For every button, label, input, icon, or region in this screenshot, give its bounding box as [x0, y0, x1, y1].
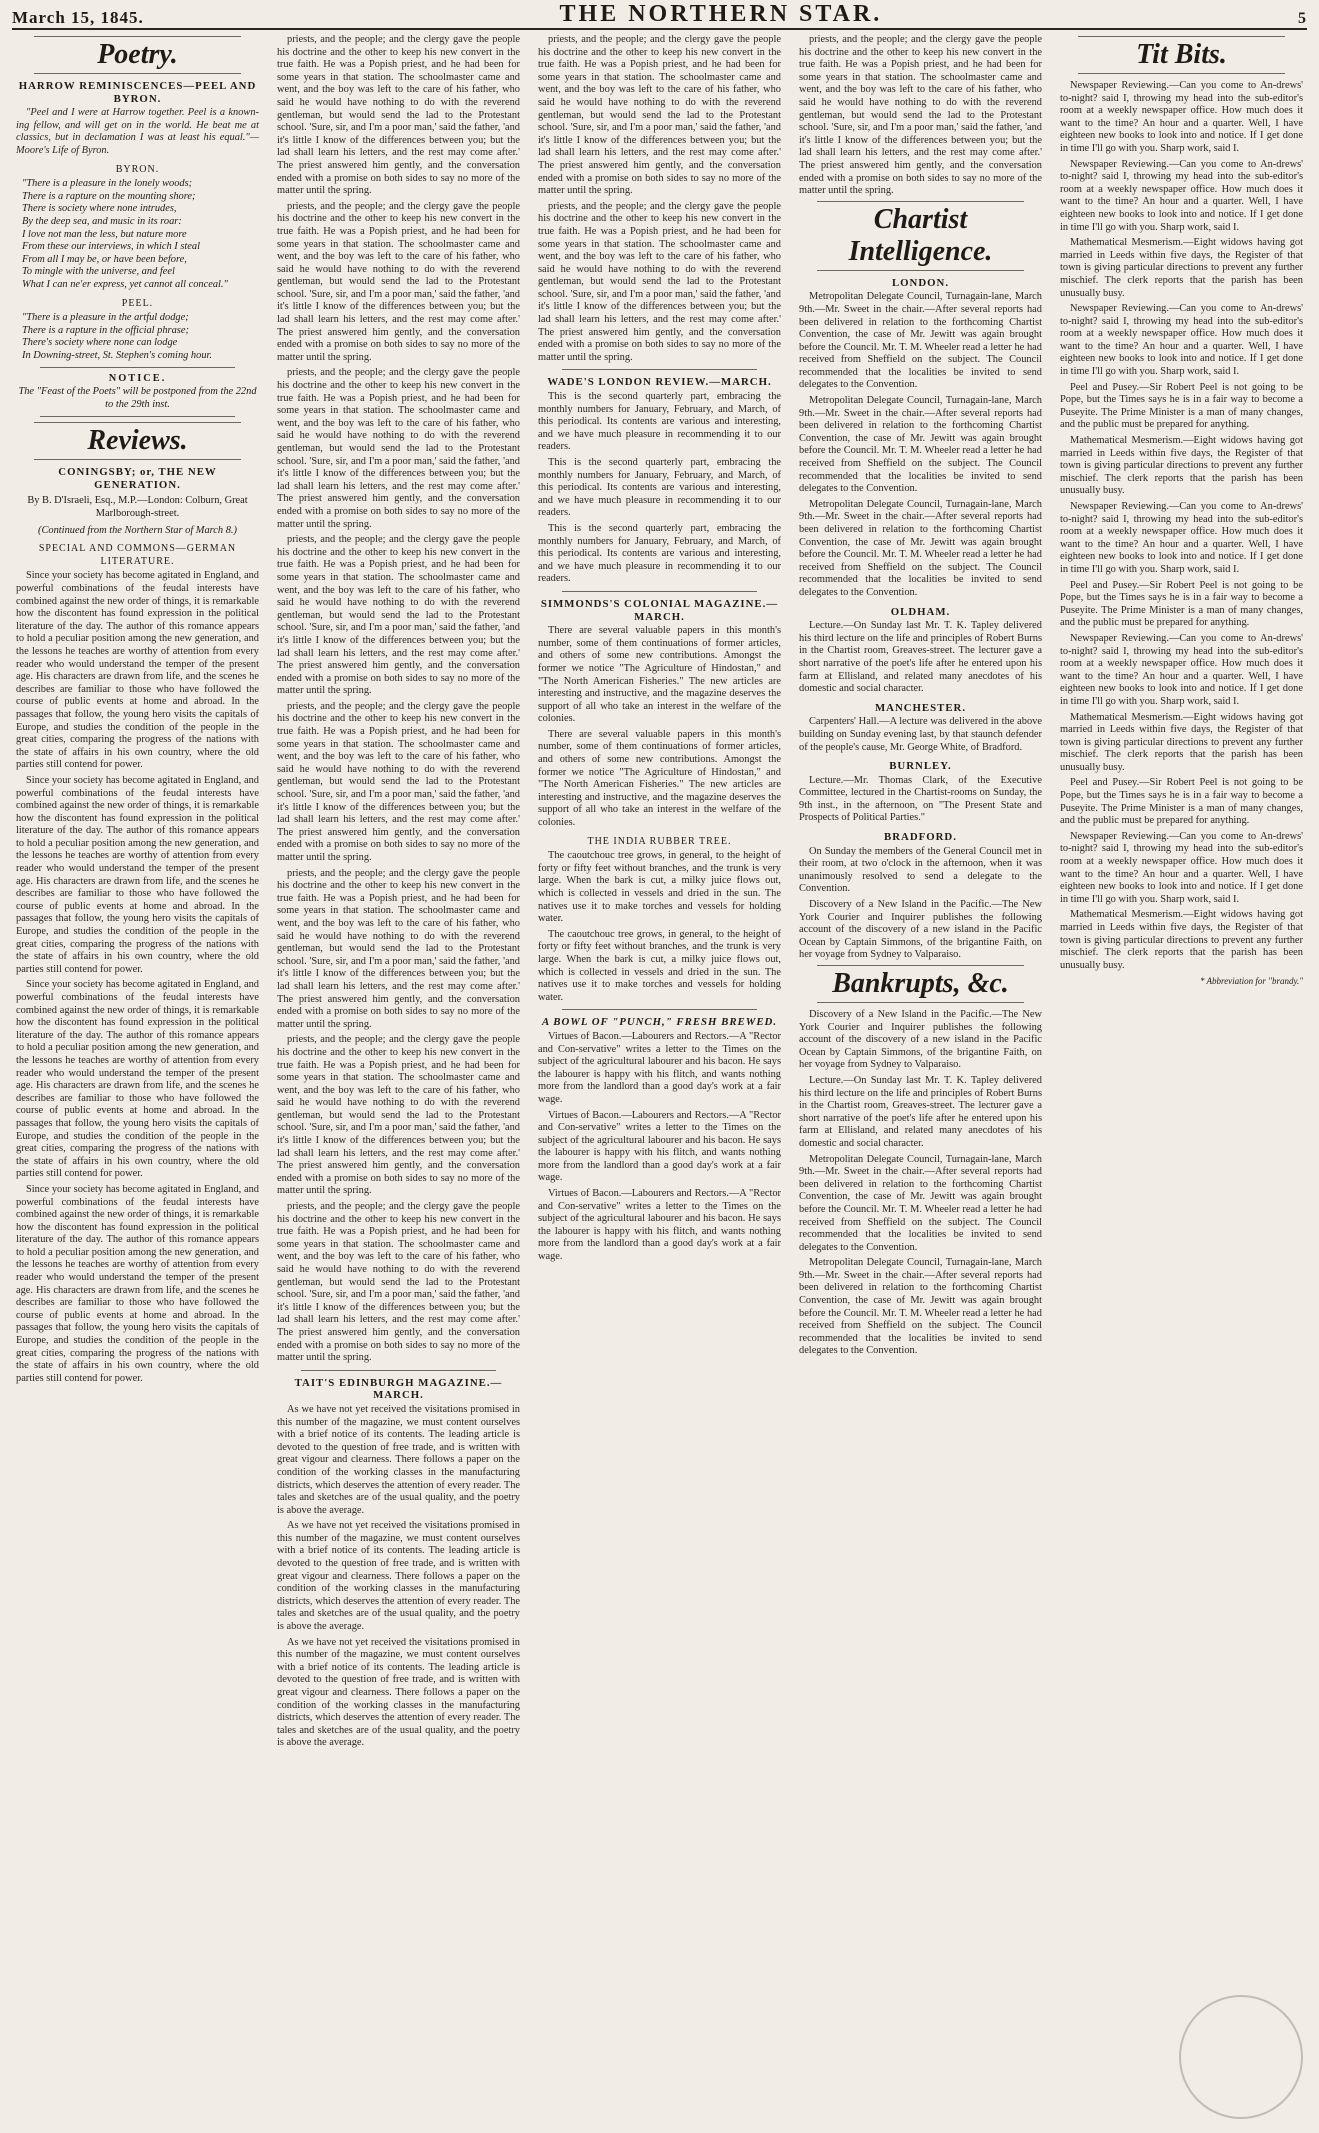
columns [12, 34, 1307, 2125]
column-4 [795, 34, 1046, 2125]
punch-body: Virtues of Bacon.—Labourers and Rectors.—A "Rector and Con-servative" writes a letter to the Times on the subject of the agricultural labourer and his bacon. He says the labourer is happy with his flitch, and wants nothing more from the landlord than a good day's work at a fair wage. [538, 1030, 781, 1105]
magazine-body: As we have not yet received the visitations promised in this number of the magazine, we must content ourselves with a brief notice of its contents. The leading article is devoted to the question of free trade, and is written with great vigour and clearness. There follows a paper on the condition of the working classes in the manufacturing districts, which deserves the attention of every reader. The tales and sketches are of the usual quality, and the poetry is above the average. [277, 1403, 520, 1516]
london-title: LONDON. [891, 276, 950, 289]
dialogue-body: priests, and the people; and the clergy gave the people his doctrine and the other to keep his new convert in the true faith. He was a Popish priest, and he had been for some years in that station. The schoolmaster came and went, and the boy was left to the care of his father, who said he would have nothing to do with the reverend gentleman, but would send the lad to the Protestant school. 'Sure, sir, and I'm a poor man,' said the father, 'and it's little I know of the differences between you; but the lad shall learn his letters, and the rest may come after.' The priest answered him gently, and the conversation ended with a promise on both sides to say no more of the matter until the spring. [277, 367, 520, 530]
london-body: Metropolitan Delegate Council, Turnagain-lane, March 9th.—Mr. Sweet in the chair.—After several reports had been delivered in relation to the forthcoming Chartist Convention, the case of Mr. Jewitt was again brought before the Council. Mr. T. M. Wheeler read a letter he had received from Sheffield on the subject. The Council recommended that the localities be invited to send delegates to the Convention. [799, 395, 1042, 495]
manchester-title: MANCHESTER. [874, 701, 967, 714]
byron-verse [16, 178, 259, 291]
wade-title: WADE'S LONDON REVIEW.—MARCH. [547, 376, 772, 389]
punch-body: Virtues of Bacon.—Labourers and Rectors.—A "Rector and Con-servative" writes a letter to the Times on the subject of the agricultural labourer and his bacon. He says the labourer is happy with his flitch, and wants nothing more from the landlord than a good day's work at a fair wage. [538, 1188, 781, 1263]
footnote: * Abbreviation for "brandy." [1199, 976, 1303, 987]
dialogue-body: priests, and the people; and the clergy gave the people his doctrine and the other to keep his new convert in the true faith. He was a Popish priest, and he had been for some years in that station. The schoolmaster came and went, and the boy was left to the care of his father, who said he would have nothing to do with the reverend gentleman, but would send the lad to the Protestant school. 'Sure, sir, and I'm a poor man,' said the father, 'and it's little I know of the differences between you; but the lad shall learn his letters, and the rest may come after.' The priest answered him gently, and the conversation ended with a promise on both sides to say no more of the matter until the spring. [277, 867, 520, 1030]
notice-text: The "Feast of the Poets" will be postponed from the 22nd to the 29th inst. [18, 386, 257, 410]
dialogue-body: priests, and the people; and the clergy gave the people his doctrine and the other to keep his new convert in the true faith. He was a Popish priest, and he had been for some years in that station. The schoolmaster came and went, and the boy was left to the care of his father, who said he would have nothing to do with the reverend gentleman, but would send the lad to the Protestant school. 'Sure, sir, and I'm a poor man,' said the father, 'and it's little I know of the differences between you; but the lad shall learn his letters, and the rest may come after.' The priest answered him gently, and the conversation ended with a promise on both sides to say no more of the matter until the spring. [277, 534, 520, 697]
review-byline: By B. D'Israeli, Esq., M.P.—London: Colburn, Great Marlborough-street. [27, 495, 248, 520]
dialogue-body: priests, and the people; and the clergy gave the people his doctrine and the other to keep his new convert in the true faith. He was a Popish priest, and he had been for some years in that station. The schoolmaster came and went, and the boy was left to the care of his father, who said he would have nothing to do with the reverend gentleman, but would send the lad to the Protestant school. 'Sure, sir, and I'm a poor man,' said the father, 'and it's little I know of the differences between you; but the lad shall learn his letters, and the rest may come after.' The priest answered him gently, and the conversation ended with a promise on both sides to say no more of the matter until the spring. [277, 1201, 520, 1364]
magazine-body: As we have not yet received the visitations promised in this number of the magazine, we must content ourselves with a brief notice of its contents. The leading article is devoted to the question of free trade, and is written with great vigour and clearness. There follows a paper on the condition of the working classes in the manufacturing districts, which deserves the attention of every reader. The tales and sketches are of the usual quality, and the poetry is above the average. [277, 1520, 520, 1633]
divider [562, 369, 757, 370]
oldham-title: OLDHAM. [890, 605, 951, 618]
peel-verse [16, 312, 259, 362]
peel-bits-body: Peel and Pusey.—Sir Robert Peel is not going to be Pope, but the Times says he is in a fair way to become a Puseyite. The Prime Minister is a man of many changes, and the public must be prepared for anything. [1060, 579, 1303, 629]
dialogue-body: priests, and the people; and the clergy gave the people his doctrine and the other to keep his new convert in the true faith. He was a Popish priest, and he had been for some years in that station. The schoolmaster came and went, and the boy was left to the care of his father, who said he would have nothing to do with the reverend gentleman, but would send the lad to the Protestant school. 'Sure, sir, and I'm a poor man,' said the father, 'and it's little I know of the differences between you; but the lad shall learn his letters, and the rest may come after.' The priest answered him gently, and the conversation ended with a promise on both sides to say no more of the matter until the spring. [538, 200, 781, 363]
review-subheading: SPECIAL AND COMMONS—GERMAN LITERATURE. [38, 543, 237, 567]
section-heading-tit-bits: Tit Bits. [1060, 36, 1303, 74]
verse-line: There is society where none intrudes, [22, 203, 177, 215]
notice [16, 373, 259, 411]
verse-line: "There is a pleasure in the artful dodge; [22, 312, 189, 324]
section-heading-bankrupts: Bankrupts, &c. [799, 965, 1042, 1003]
poem-title: HARROW REMINISCENCES—PEEL AND BYRON. [18, 80, 257, 105]
oldham-body: Lecture.—On Sunday last Mr. T. K. Tapley delivered his third lecture on the life and principles of Robert Burns in the Chartist room, Greaves-street. The lecturer gave a short narrative of the poet's life after he entered upon his farm at Ellisland, and related many anecdotes of his domestic and social character. [799, 1074, 1042, 1149]
mesmerism-body: Mathematical Mesmerism.—Eight widows having got married in Leeds within five days, the Register of that town is giving particular directions to prevent any further mischief. The clerk reports that the parish has been unusually busy. [1060, 909, 1303, 971]
peel-label: PEEL. [121, 297, 154, 309]
column-2 [273, 34, 524, 2125]
divider [40, 367, 235, 368]
review-body: Since your society has become agitated in England, and powerful combinations of the feudal interests have combined against the new order of things, it is remarkable how the discontent has found expression in the political literature of the day. The author of this romance appears to hold a peculiar position among the new generation, and the lessons he teaches are worthy of attention from every reader who would understand the temper of the present age. His characters are drawn from life, and the scenes he describes are familiar to those who have followed the course of public events at home and abroad. In the passages that follow, the young hero visits the capitals of Europe, and studies the condition of the people in the great cities, comparing the progress of the nations with the state of affairs in his own country, where the old parties still contend for power. [16, 774, 259, 975]
column-5 [1056, 34, 1307, 2125]
library-stamp [1179, 1995, 1303, 2119]
verse-body: The caoutchouc tree grows, in general, to the height of forty or fifty feet without branches, and the trunk is very large. When the bark is cut, a milky juice flows out, which is collected in vessels and dried in the sun. The natives use it to make torches and vessels for holding water. [538, 850, 781, 925]
review-body: Since your society has become agitated in England, and powerful combinations of the feudal interests have combined against the new order of things, it is remarkable how the discontent has found expression in the political literature of the day. The author of this romance appears to hold a peculiar position among the new generation, and the lessons he teaches are worthy of attention from every reader who would understand the temper of the present age. His characters are drawn from life, and the scenes he describes are familiar to those who have followed the course of public events at home and abroad. In the passages that follow, the young hero visits the capitals of Europe, and studies the condition of the people in the great cities, comparing the progress of the nations with the state of affairs in his own country, where the old parties still contend for power. [16, 979, 259, 1180]
dialogue-body: priests, and the people; and the clergy gave the people his doctrine and the other to keep his new convert in the true faith. He was a Popish priest, and he had been for some years in that station. The schoolmaster came and went, and the boy was left to the care of his father, who said he would have nothing to do with the reverend gentleman, but would send the lad to the Protestant school. 'Sure, sir, and I'm a poor man,' said the father, 'and it's little I know of the differences between you; but the lad shall learn his letters, and the rest may come after.' The priest answered him gently, and the conversation ended with a promise on both sides to say no more of the matter until the spring. [277, 200, 520, 363]
mesmerism-body: Mathematical Mesmerism.—Eight widows having got married in Leeds within five days, the Register of that town is giving particular directions to prevent any further mischief. The clerk reports that the parish has been unusually busy. [1060, 237, 1303, 299]
tit-bits-body: Newspaper Reviewing.—Can you come to An-drews' to-night? said I, throwing my head into the sub-editor's room at a weekly newspaper office. How much does it want to the time? An hour and a quarter. Well, I have eighteen new books to look into and notice. If I get done in time I'll go with you. Sharp work, said I. [1060, 830, 1303, 905]
colonial-body: There are several valuable papers in this month's number, some of them continuations of former articles, and others of some new contributions. Amongst the former we notice "The Agriculture of Hindostan," and "The North American Fisheries." The new articles are interesting and instructive, and the magazine deserves the support of all who take an interest in the welfare of the colonies. [538, 728, 781, 829]
newspaper-title: THE NORTHERN STAR. [559, 1, 883, 27]
punch-title: A BOWL OF "PUNCH," FRESH BREWED. [541, 1016, 778, 1029]
verse-line: There's society where none can lodge [22, 337, 178, 349]
divider [301, 1370, 496, 1371]
manchester-body: Carpenters' Hall.—A lecture was delivered in the above building on Sunday evening last, by that staunch defender of the people's cause, Mr. George White, of Bradford. [799, 716, 1042, 753]
bradford-title: BRADFORD. [884, 831, 957, 844]
wade-body: This is the second quarterly part, embracing the monthly numbers for January, February, and March, of this periodical. Its contents are various and interesting, and we have much pleasure in recommending it to our readers. [538, 522, 781, 585]
issue-date: March 15, 1845. [12, 8, 144, 27]
tit-bits-body: Newspaper Reviewing.—Can you come to An-drews' to-night? said I, throwing my head into the sub-editor's room at a weekly newspaper office. How much does it want to the time? An hour and a quarter. Well, I have eighteen new books to look into and notice. If I get done in time I'll go with you. Sharp work, said I. [1060, 501, 1303, 575]
magazine-title: TAIT'S EDINBURGH MAGAZINE.—MARCH. [294, 1376, 503, 1402]
divider [562, 591, 757, 592]
burnley-body: Lecture.—Mr. Thomas Clark, of the Executive Committee, lectured in the Chartist-rooms on Sunday, the 9th inst., in the afternoon, on "The Present State and Prospects of Political Parties." [799, 774, 1042, 824]
dialogue-body: priests, and the people; and the clergy gave the people his doctrine and the other to keep his new convert in the true faith. He was a Popish priest, and he had been for some years in that station. The schoolmaster came and went, and the boy was left to the care of his father, who said he would have nothing to do with the reverend gentleman, but would send the lad to the Protestant school. 'Sure, sir, and I'm a poor man,' said the father, 'and it's little I know of the differences between you; but the lad shall learn his letters, and the rest may come after.' The priest answered him gently, and the conversation ended with a promise on both sides to say no more of the matter until the spring. [277, 700, 520, 863]
verse-line: What I can ne'er express, yet cannot all conceal." [22, 278, 228, 290]
mesmerism-body: Mathematical Mesmerism.—Eight widows having got married in Leeds within five days, the Register of that town is giving particular directions to prevent any further mischief. The clerk reports that the parish has been unusually busy. [1060, 711, 1303, 773]
tit-bits-body: Newspaper Reviewing.—Can you come to An-drews' to-night? said I, throwing my head into the sub-editor's room at a weekly newspaper office. How much does it want to the time? An hour and a quarter. Well, I have eighteen new books to look into and notice. If I get done in time I'll go with you. Sharp work, said I. [1060, 158, 1303, 233]
review-title: CONINGSBY; or, THE NEW GENERATION. [58, 466, 217, 491]
london-body: Metropolitan Delegate Council, Turnagain-lane, March 9th.—Mr. Sweet in the chair.—After several reports had been delivered in relation to the forthcoming Chartist Convention, the case of Mr. Jewitt was again brought before the Council. Mr. T. M. Wheeler read a letter he had received from Sheffield on the subject. The Council recommended that the localities be invited to send delegates to the Convention. [799, 1153, 1042, 1253]
dialogue-body: priests, and the people; and the clergy gave the people his doctrine and the other to keep his new convert in the true faith. He was a Popish priest, and he had been for some years in that station. The schoolmaster came and went, and the boy was left to the care of his father, who said he would have nothing to do with the reverend gentleman, but would send the lad to the Protestant school. 'Sure, sir, and I'm a poor man,' said the father, 'and it's little I know of the differences between you; but the lad shall learn his letters, and the rest may come after.' The priest answered him gently, and the conversation ended with a promise on both sides to say no more of the matter until the spring. [277, 34, 520, 197]
verse-body: The caoutchouc tree grows, in general, to the height of forty or fifty feet without branches, and the trunk is very large. When the bark is cut, a milky juice flows out, which is collected in vessels and dried in the sun. The natives use it to make torches and vessels for holding water. [538, 928, 781, 1003]
verse-line: In Downing-street, St. Stephen's coming hour. [22, 349, 213, 361]
london-body: Metropolitan Delegate Council, Turnagain-lane, March 9th.—Mr. Sweet in the chair.—After several reports had been delivered in relation to the forthcoming Chartist Convention, the case of Mr. Jewitt was again brought before the Council. Mr. T. M. Wheeler read a letter he had received from Sheffield on the subject. The Council recommended that the localities be invited to send delegates to the Convention. [799, 1257, 1042, 1357]
section-heading-reviews: Reviews. [16, 422, 259, 460]
verse-line: From all I may be, or have been before, [22, 253, 187, 265]
verse-line: I love not man the less, but nature more [22, 228, 187, 240]
divider [40, 416, 235, 417]
discovery-body: Discovery of a New Island in the Pacific.—The New York Courier and Inquirer publishes the following account of the discovery of a new island in the Pacific Ocean by Captain Simmons, of the brigantine Faith, on her voyage from Sydney to Valparaiso. [799, 1009, 1042, 1071]
punch-body: Virtues of Bacon.—Labourers and Rectors.—A "Rector and Con-servative" writes a letter to the Times on the subject of the agricultural labourer and his bacon. He says the labourer is happy with his flitch, and wants nothing more from the landlord than a good day's work at a fair wage. [538, 1109, 781, 1184]
colonial-body: There are several valuable papers in this month's number, some of them continuations of former articles, and others of some new contributions. Amongst the former we notice "The Agriculture of Hindostan," and "The North American Fisheries." The new articles are interesting and instructive, and the magazine deserves the support of all who take an interest in the welfare of the colonies. [538, 625, 781, 725]
wade-body: This is the second quarterly part, embracing the monthly numbers for January, February, and March, of this periodical. Its contents are various and interesting, and we have much pleasure in recommending it to our readers. [538, 457, 781, 519]
magazine-body: As we have not yet received the visitations promised in this number of the magazine, we must content ourselves with a brief notice of its contents. The leading article is devoted to the question of free trade, and is written with great vigour and clearness. There follows a paper on the condition of the working classes in the manufacturing districts, which deserves the attention of every reader. The tales and sketches are of the usual quality, and the poetry is above the average. [277, 1636, 520, 1749]
verse-line: To mingle with the universe, and feel [22, 266, 175, 278]
section-heading-poetry: Poetry. [16, 36, 259, 74]
page-number: 5 [1298, 10, 1307, 27]
discovery-body: Discovery of a New Island in the Pacific.—The New York Courier and Inquirer publishes the following account of the discovery of a new island in the Pacific Ocean by Captain Simmons, of the brigantine Faith, on her voyage from Sydney to Valparaiso. [799, 899, 1042, 961]
notice-heading: NOTICE. [108, 373, 167, 385]
verse-title: THE INDIA RUBBER TREE. [587, 835, 732, 847]
peel-bits-body: Peel and Pusey.—Sir Robert Peel is not going to be Pope, but the Times says he is in a fair way to become a Puseyite. The Prime Minister is a man of many changes, and the public must be prepared for anything. [1060, 381, 1303, 431]
poem-epigraph: "Peel and I were at Harrow together. Peel is a known-ing fellow, and will get on in the world. He beat me at classics, but in declamation I was at least his equal."— Moore's Life of Byron. [16, 107, 259, 156]
london-body: Metropolitan Delegate Council, Turnagain-lane, March 9th.—Mr. Sweet in the chair.—After several reports had been delivered in relation to the forthcoming Chartist Convention, the case of Mr. Jewitt was again brought before the Council. Mr. T. M. Wheeler read a letter he had received from Sheffield on the subject. The Council recommended that the localities be invited to send delegates to the Convention. [799, 291, 1042, 391]
section-heading-chartist: Chartist Intelligence. [799, 201, 1042, 271]
verse-line: From these our interviews, in which I steal [22, 241, 200, 253]
tit-bits-body: Newspaper Reviewing.—Can you come to An-drews' to-night? said I, throwing my head into the sub-editor's room at a weekly newspaper office. How much does it want to the time? An hour and a quarter. Well, I have eighteen new books to look into and notice. If I get done in time I'll go with you. Sharp work, said I. [1060, 303, 1303, 378]
london-body: Metropolitan Delegate Council, Turnagain-lane, March 9th.—Mr. Sweet in the chair.—After several reports had been delivered in relation to the forthcoming Chartist Convention, the case of Mr. Jewitt was again brought before the Council. Mr. T. M. Wheeler read a letter he had received from Sheffield on the subject. The Council recommended that the localities be invited to send delegates to the Convention. [799, 498, 1042, 598]
burnley-title: BURNLEY. [889, 760, 952, 773]
review-body: Since your society has become agitated in England, and powerful combinations of the feudal interests have combined against the new order of things, it is remarkable how the discontent has found expression in the political literature of the day. The author of this romance appears to hold a peculiar position among the new generation, and the lessons he teaches are worthy of attention from every reader who would understand the temper of the present age. His characters are drawn from life, and the scenes he describes are familiar to those who have followed the course of public events at home and abroad. In the passages that follow, the young hero visits the capitals of Europe, and studies the condition of the people in the great cities, comparing the progress of the nations with the state of affairs in his own country, where the old parties still contend for power. [16, 1183, 259, 1384]
masthead [12, 1, 1307, 30]
divider [562, 1009, 757, 1010]
verse-line: "There is a pleasure in the lonely woods; [22, 178, 193, 190]
byron-label: BYRON. [115, 163, 160, 175]
tit-bits-body: Newspaper Reviewing.—Can you come to An-drews' to-night? said I, throwing my head into the sub-editor's room at a weekly newspaper office. How much does it want to the time? An hour and a quarter. Well, I have eighteen new books to look into and notice. If I get done in time I'll go with you. Sharp work, said I. [1060, 632, 1303, 707]
dialogue-body: priests, and the people; and the clergy gave the people his doctrine and the other to keep his new convert in the true faith. He was a Popish priest, and he had been for some years in that station. The schoolmaster came and went, and the boy was left to the care of his father, who said he would have nothing to do with the reverend gentleman, but would send the lad to the Protestant school. 'Sure, sir, and I'm a poor man,' said the father, 'and it's little I know of the differences between you; but the lad shall learn his letters, and the rest may come after.' The priest answered him gently, and the conversation ended with a promise on both sides to say no more of the matter until the spring. [277, 1034, 520, 1197]
mesmerism-body: Mathematical Mesmerism.—Eight widows having got married in Leeds within five days, the Register of that town is giving particular directions to prevent any further mischief. The clerk reports that the parish has been unusually busy. [1060, 435, 1303, 497]
verse-line: By the deep sea, and music in its roar: [22, 215, 182, 227]
tit-bits-body: Newspaper Reviewing.—Can you come to An-drews' to-night? said I, throwing my head into the sub-editor's room at a weekly newspaper office. How much does it want to the time? An hour and a quarter. Well, I have eighteen new books to look into and notice. If I get done in time I'll go with you. Sharp work, said I. [1060, 80, 1303, 154]
oldham-body: Lecture.—On Sunday last Mr. T. K. Tapley delivered his third lecture on the life and principles of Robert Burns in the Chartist room, Greaves-street. The lecturer gave a short narrative of the poet's life after he entered upon his farm at Ellisland, and related many anecdotes of his domestic and social character. [799, 620, 1042, 695]
wade-body: This is the second quarterly part, embracing the monthly numbers for January, February, and March, of this periodical. Its contents are various and interesting, and we have much pleasure in recommending it to our readers. [538, 391, 781, 453]
peel-bits-body: Peel and Pusey.—Sir Robert Peel is not going to be Pope, but the Times says he is in a fair way to become a Puseyite. The Prime Minister is a man of many changes, and the public must be prepared for anything. [1060, 777, 1303, 827]
dialogue-body: priests, and the people; and the clergy gave the people his doctrine and the other to keep his new convert in the true faith. He was a Popish priest, and he had been for some years in that station. The schoolmaster came and went, and the boy was left to the care of his father, who said he would have nothing to do with the reverend gentleman, but would send the lad to the Protestant school. 'Sure, sir, and I'm a poor man,' said the father, 'and it's little I know of the differences between you; but the lad shall learn his letters, and the rest may come after.' The priest answered him gently, and the conversation ended with a promise on both sides to say no more of the matter until the spring. [799, 34, 1042, 197]
bradford-body: On Sunday the members of the General Council met in their room, at two o'clock in the afternoon, when it was unanimously resolved to send a delegate to the Convention. [799, 845, 1042, 895]
column-3 [534, 34, 785, 2125]
dialogue-body: priests, and the people; and the clergy gave the people his doctrine and the other to keep his new convert in the true faith. He was a Popish priest, and he had been for some years in that station. The schoolmaster came and went, and the boy was left to the care of his father, who said he would have nothing to do with the reverend gentleman, but would send the lad to the Protestant school. 'Sure, sir, and I'm a poor man,' said the father, 'and it's little I know of the differences between you; but the lad shall learn his letters, and the rest may come after.' The priest answered him gently, and the conversation ended with a promise on both sides to say no more of the matter until the spring. [538, 34, 781, 197]
review-note: (Continued from the Northern Star of March 8.) [38, 524, 237, 536]
verse-line: There is a rapture on the mounting shore; [22, 190, 196, 202]
column-1 [12, 34, 263, 2125]
colonial-title: SIMMONDS'S COLONIAL MAGAZINE.—MARCH. [540, 597, 779, 623]
review-body: Since your society has become agitated in England, and powerful combinations of the feudal interests have combined against the new order of things, it is remarkable how the discontent has found expression in the political literature of the day. The author of this romance appears to hold a peculiar position among the new generation, and the lessons he teaches are worthy of attention from every reader who would understand the temper of the present age. His characters are drawn from life, and the scenes he describes are familiar to those who have followed the course of public events at home and abroad. In the passages that follow, the young hero visits the capitals of Europe, and studies the condition of the people in the great cities, comparing the progress of the nations with the state of affairs in his own country, where the old parties still contend for power. [16, 570, 259, 771]
verse-line: There is a rapture in the official phrase; [22, 324, 189, 336]
